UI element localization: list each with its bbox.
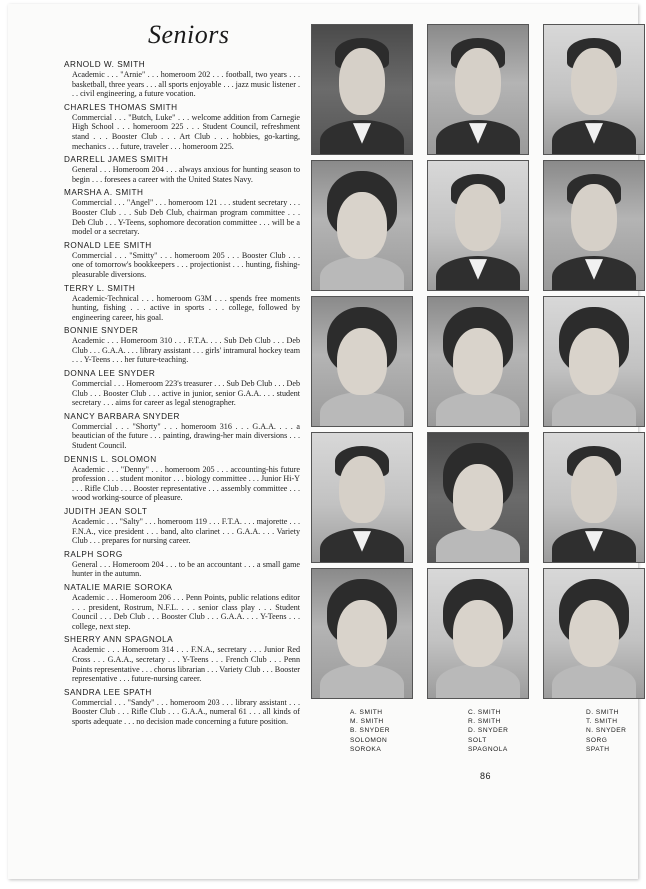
senior-name: DENNIS L. SOLOMON (64, 454, 157, 464)
senior-bios-column (64, 59, 300, 730)
senior-entry (64, 549, 300, 579)
senior-name: SHERRY ANN SPAGNOLA (64, 635, 174, 645)
senior-bio: Commercial . . . "Butch, Luke" . . . welcome addition from Carnegie High School . . . homeroom 225 . . . Student Council, refreshment stand . . . Booster Club . . . Art Club . . . hobbies, go-karting, mechanics . . . future, traveler . . . homeroom 225. (72, 112, 300, 151)
senior-portrait (427, 296, 529, 427)
senior-entry (64, 102, 300, 151)
senior-portrait (311, 24, 413, 155)
senior-bio: Commercial . . . Homeroom 223's treasurer . . . Sub Deb Club . . . Deb Club . . . Booster Club . . . active in junior, senior G.A.A. . . . student secretary . . . aims for career as legal stenographer. (72, 379, 300, 408)
portrait-caption: M. SMITH (350, 718, 384, 726)
senior-entry (64, 59, 300, 99)
senior-name: DARRELL JAMES SMITH (64, 155, 169, 165)
senior-entry (64, 411, 300, 451)
senior-bio: Academic . . . Homeroom 206 . . . Penn Points, public relations editor . . . president, Rostrum, N.F.L. . . . senior class play . . . Student Council . . . Deb Club . . . Booster Club . . . G.A.A. . . . Y-Teens . . . college, next step. (72, 592, 300, 631)
portrait-caption: SOROKA (350, 745, 382, 753)
senior-portrait (311, 432, 413, 563)
senior-portrait (427, 24, 529, 155)
portrait-caption: B. SNYDER (350, 727, 391, 735)
portrait-caption: C. SMITH (468, 709, 501, 716)
senior-portrait (543, 160, 645, 291)
senior-bio: Academic . . . "Denny" . . . homeroom 205 . . . accounting-his future profession . . . student monitor . . . biology committee . . . Junior Hi-Y . . . Rifle Club . . . Booster representative . . . assembly committee . . . wood working-source of pleasure. (72, 464, 300, 503)
portrait-caption: SORG (586, 736, 608, 744)
senior-portrait (427, 568, 529, 699)
senior-name: RALPH SORG (64, 549, 123, 559)
senior-portrait (543, 296, 645, 427)
page-title: Seniors (148, 20, 230, 49)
senior-portrait (543, 432, 645, 563)
senior-entry (64, 582, 300, 631)
portrait-caption: SOLT (468, 736, 487, 744)
senior-bio: Academic . . . Homeroom 314 . . . F.N.A., secretary . . . Junior Red Cross . . . G.A.A., secretary . . . Y-Teens . . . French Club . . . Penn Points representative . . . chorus librarian . . . Variety Club . . . Booster representative . . . future-nursing career. (72, 645, 300, 684)
senior-entry (64, 325, 300, 365)
senior-name: JUDITH JEAN SOLT (64, 507, 148, 516)
portrait-caption: SPAGNOLA (468, 745, 508, 753)
senior-portrait (311, 296, 413, 427)
portrait-captions (350, 708, 640, 754)
senior-portrait (427, 432, 529, 563)
portrait-caption: A. SMITH (350, 709, 383, 716)
senior-portrait (543, 568, 645, 699)
senior-portrait (543, 24, 645, 155)
senior-portrait (427, 160, 529, 291)
portrait-caption: N. SNYDER (586, 727, 627, 735)
senior-name: CHARLES THOMAS SMITH (64, 102, 178, 112)
senior-bio: Academic . . . Homeroom 310 . . . F.T.A. . . . Sub Deb Club . . . Deb Club . . . G.A.A. . . . library assistant . . . girls' intramural hockey team . . . Y-Teens . . . her future-teaching. (72, 336, 300, 365)
portrait-caption: SPATH (586, 745, 610, 753)
senior-name: BONNIE SNYDER (64, 326, 139, 336)
senior-entry (64, 687, 300, 727)
senior-entry (64, 283, 300, 323)
portrait-caption: T. SMITH (586, 718, 618, 726)
yearbook-page (8, 4, 638, 879)
senior-name: ARNOLD W. SMITH (64, 60, 146, 69)
senior-bio: Commercial . . . "Angel" . . . homeroom 121 . . . student secretary . . . Booster Club . . . Sub Deb Club, chairman program committee . . . Deb Club . . . Y-Teens, sophomore decoration committee . . . will be a model or a secretary. (72, 198, 300, 237)
senior-name: SANDRA LEE SPATH (64, 687, 152, 697)
portrait-caption: D. SMITH (586, 709, 619, 716)
senior-name: RONALD LEE SMITH (64, 240, 152, 250)
portrait-grid (311, 24, 645, 702)
senior-entry (64, 454, 300, 503)
senior-name: DONNA LEE SNYDER (64, 369, 156, 379)
page-number: 86 (480, 771, 492, 781)
senior-entry (64, 187, 300, 236)
senior-entry (64, 506, 300, 546)
portrait-caption: R. SMITH (468, 718, 501, 726)
senior-bio: Commercial . . . "Shorty" . . . homeroom 316 . . . G.A.A. . . . a beautician of the future . . . painting, drawing-her main diversions . . . Student Council. (72, 421, 300, 451)
senior-entry (64, 368, 300, 408)
senior-name: NATALIE MARIE SOROKA (64, 582, 173, 592)
senior-entry (64, 154, 300, 184)
portrait-caption: D. SNYDER (468, 727, 509, 735)
senior-portrait (311, 160, 413, 291)
portrait-caption: SOLOMON (350, 736, 388, 744)
senior-bio: Academic-Technical . . . homeroom G3M . . . spends free moments hunting, fishing . . . active in sports . . . college, followed by engineering career, his goal. (72, 293, 300, 322)
senior-portrait (311, 568, 413, 699)
senior-entry (64, 240, 300, 280)
senior-name: TERRY L. SMITH (64, 283, 136, 293)
senior-bio: General . . . Homeroom 204 . . . to be an accountant . . . a small game hunter in the autumn. (72, 559, 300, 579)
senior-name: MARSHA A. SMITH (64, 188, 144, 198)
senior-bio: Academic . . . "Salty" . . . homeroom 119 . . . F.T.A. . . . majorette . . . F.N.A., vice president . . . band, alto clarinet . . . G.A.A. . . . Variety Club . . . prepares for nursing career. (72, 517, 300, 546)
senior-bio: Academic . . . "Arnie" . . . homeroom 202 . . . football, two years . . . basketball, three years . . . all sports enjoyable . . . jazz music listener . . . civil engineering, a future vocation. (72, 70, 300, 99)
senior-bio: Commercial . . . "Smitty" . . . homeroom 205 . . . Booster Club . . . one of tomorrow's bookkeepers . . . projectionist . . . hunting, fishing-pleasurable diversions. (72, 250, 300, 279)
senior-name: NANCY BARBARA SNYDER (64, 411, 180, 421)
senior-bio: General . . . Homeroom 204 . . . always anxious for hunting season to begin . . . foresees a career with the United States Navy. (72, 165, 300, 184)
senior-bio: Commercial . . . "Sandy" . . . homeroom 203 . . . library assistant . . . Booster Club . . . Rifle Club . . . G.A.A., numeral 61 . . . all kinds of sports adequate . . . no decision made concerning a future position. (72, 697, 300, 726)
senior-entry (64, 634, 300, 683)
